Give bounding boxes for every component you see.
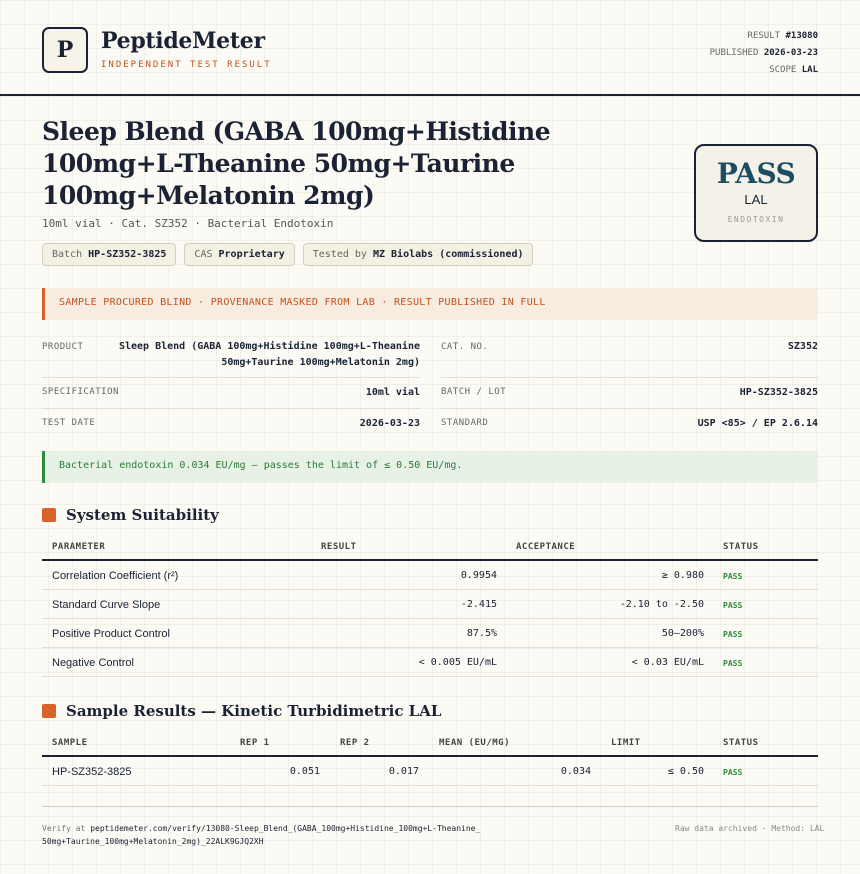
table-row [42,648,818,677]
date-label: TEST DATE [42,418,96,428]
divider [441,377,818,378]
result-cell: 0.9954 [460,570,497,581]
scope-value: LAL [801,65,818,75]
parameter-cell: Correlation Coefficient (r²) [52,570,179,582]
table-row [42,619,818,648]
acceptance-cell: 50–200% [661,628,704,639]
table-row [42,757,818,786]
batch-value: HP-SZ352-3825 [739,387,818,398]
section-title: System Suitability [66,506,219,524]
chip-value: MZ Biolabs (commissioned) [372,249,524,260]
column-header: ACCEPTANCE [516,542,576,552]
divider [42,408,420,409]
chip-value: Proprietary [218,249,285,260]
verify-link[interactable]: peptidemeter.com/verify/13080-Sleep_Blend_(GABA_100mg+Histidine_100mg+L-Theanine_50mg+Taurine_100mg+Melatonin_2mg)_22ALK9GJQ2XH [42,824,481,846]
acceptance-cell: < 0.03 EU/mL [631,657,704,668]
chip-label: Tested by [312,249,367,260]
table-row [42,561,818,590]
divider [42,377,420,378]
status-badge: PASS [723,630,743,639]
published-date: 2026-03-23 [763,48,818,58]
product-subtitle: 10ml vial · Cat. SZ352 · Bacterial Endotoxin [42,217,334,230]
section-title: Sample Results — Kinetic Turbidimetric LAL [66,702,442,720]
verdict-sub: ENDOTOXIN [727,215,785,224]
spec-value: 10ml vial [365,387,420,398]
parameter-cell: Standard Curve Slope [52,599,161,611]
sample-cell: HP-SZ352-3825 [52,766,132,778]
column-header: REP 2 [340,738,370,748]
mean-cell: 0.034 [560,766,591,777]
column-header: MEAN (EU/MG) [439,738,511,748]
rep2-cell: 0.017 [388,766,419,777]
chip-label: Batch [52,249,83,260]
product-chips [42,243,533,266]
result-number: #13080 [785,31,818,41]
verdict-badge [694,144,818,242]
tested-by-chip [303,243,534,266]
column-header: SAMPLE [52,738,88,748]
acceptance-cell: ≥ 0.980 [661,570,704,581]
product-title: Sleep Blend (GABA 100mg+Histidine 100mg+L-Theanine 50mg+Taurine 100mg+Melatonin 2mg) [42,117,551,210]
brand-name: PeptideMeter [101,28,265,54]
verify-text [42,822,482,848]
status-badge: PASS [723,601,743,610]
result-summary: Bacterial endotoxin 0.034 EU/mg — passes the limit of ≤ 0.50 EU/mg. [42,451,818,483]
table-header [42,533,818,561]
cas-chip [184,243,294,266]
result-cell: < 0.005 EU/mL [418,657,497,668]
product-value: Sleep Blend (GABA 100mg+Histidine 100mg+L-Theanine 50mg+Taurine 100mg+Melatonin 2mg) [118,341,420,368]
standard-label: STANDARD [441,418,489,428]
section-marker-icon [42,508,56,522]
result-label: RESULT [747,31,781,41]
cat-label: CAT. NO. [441,342,489,352]
column-header: RESULT [321,542,357,552]
acceptance-cell: -2.10 to -2.50 [619,599,704,610]
chip-value: HP-SZ352-3825 [88,249,167,260]
result-cell: 87.5% [466,628,497,639]
suitability-table [42,533,818,677]
scope-label: SCOPE [769,65,797,75]
section-marker-icon [42,704,56,718]
column-header: STATUS [723,542,759,552]
samples-heading [42,702,441,720]
status-badge: PASS [723,768,743,777]
report-header [0,0,860,96]
column-header: PARAMETER [52,542,106,552]
column-header: REP 1 [240,738,270,748]
batch-chip [42,243,176,266]
product-label: PRODUCT [42,342,84,352]
suitability-heading [42,506,219,524]
status-badge: PASS [723,572,743,581]
parameter-cell: Negative Control [52,657,134,669]
batch-label: BATCH / LOT [441,387,507,397]
cat-value: SZ352 [787,341,818,352]
chip-label: CAS [194,249,213,260]
parameter-cell: Positive Product Control [52,628,170,640]
status-badge: PASS [723,659,743,668]
verdict-scope: LAL [744,192,768,207]
logo-icon: P [42,27,88,73]
result-cell: -2.415 [460,599,497,610]
divider [441,408,818,409]
verify-label: Verify at [42,824,86,833]
archived-note: Raw data archived · Method: LAL [675,824,825,833]
column-header: LIMIT [611,738,641,748]
table-header [42,729,818,757]
column-header: STATUS [723,738,759,748]
blind-notice: SAMPLE PROCURED BLIND · PROVENANCE MASKED FROM LAB · RESULT PUBLISHED IN FULL [42,288,818,320]
date-value: 2026-03-23 [359,418,420,429]
rep1-cell: 0.051 [289,766,320,777]
table-row [42,590,818,619]
report-meta [710,28,818,79]
published-label: PUBLISHED [709,48,759,58]
brand-tagline: INDEPENDENT TEST RESULT [101,60,272,70]
spec-label: SPECIFICATION [42,387,119,397]
standard-value: USP <85> / EP 2.6.14 [697,418,818,429]
samples-table [42,729,818,786]
verdict-word: PASS [716,157,796,190]
limit-cell: ≤ 0.50 [667,766,704,777]
footer-divider [42,806,818,807]
